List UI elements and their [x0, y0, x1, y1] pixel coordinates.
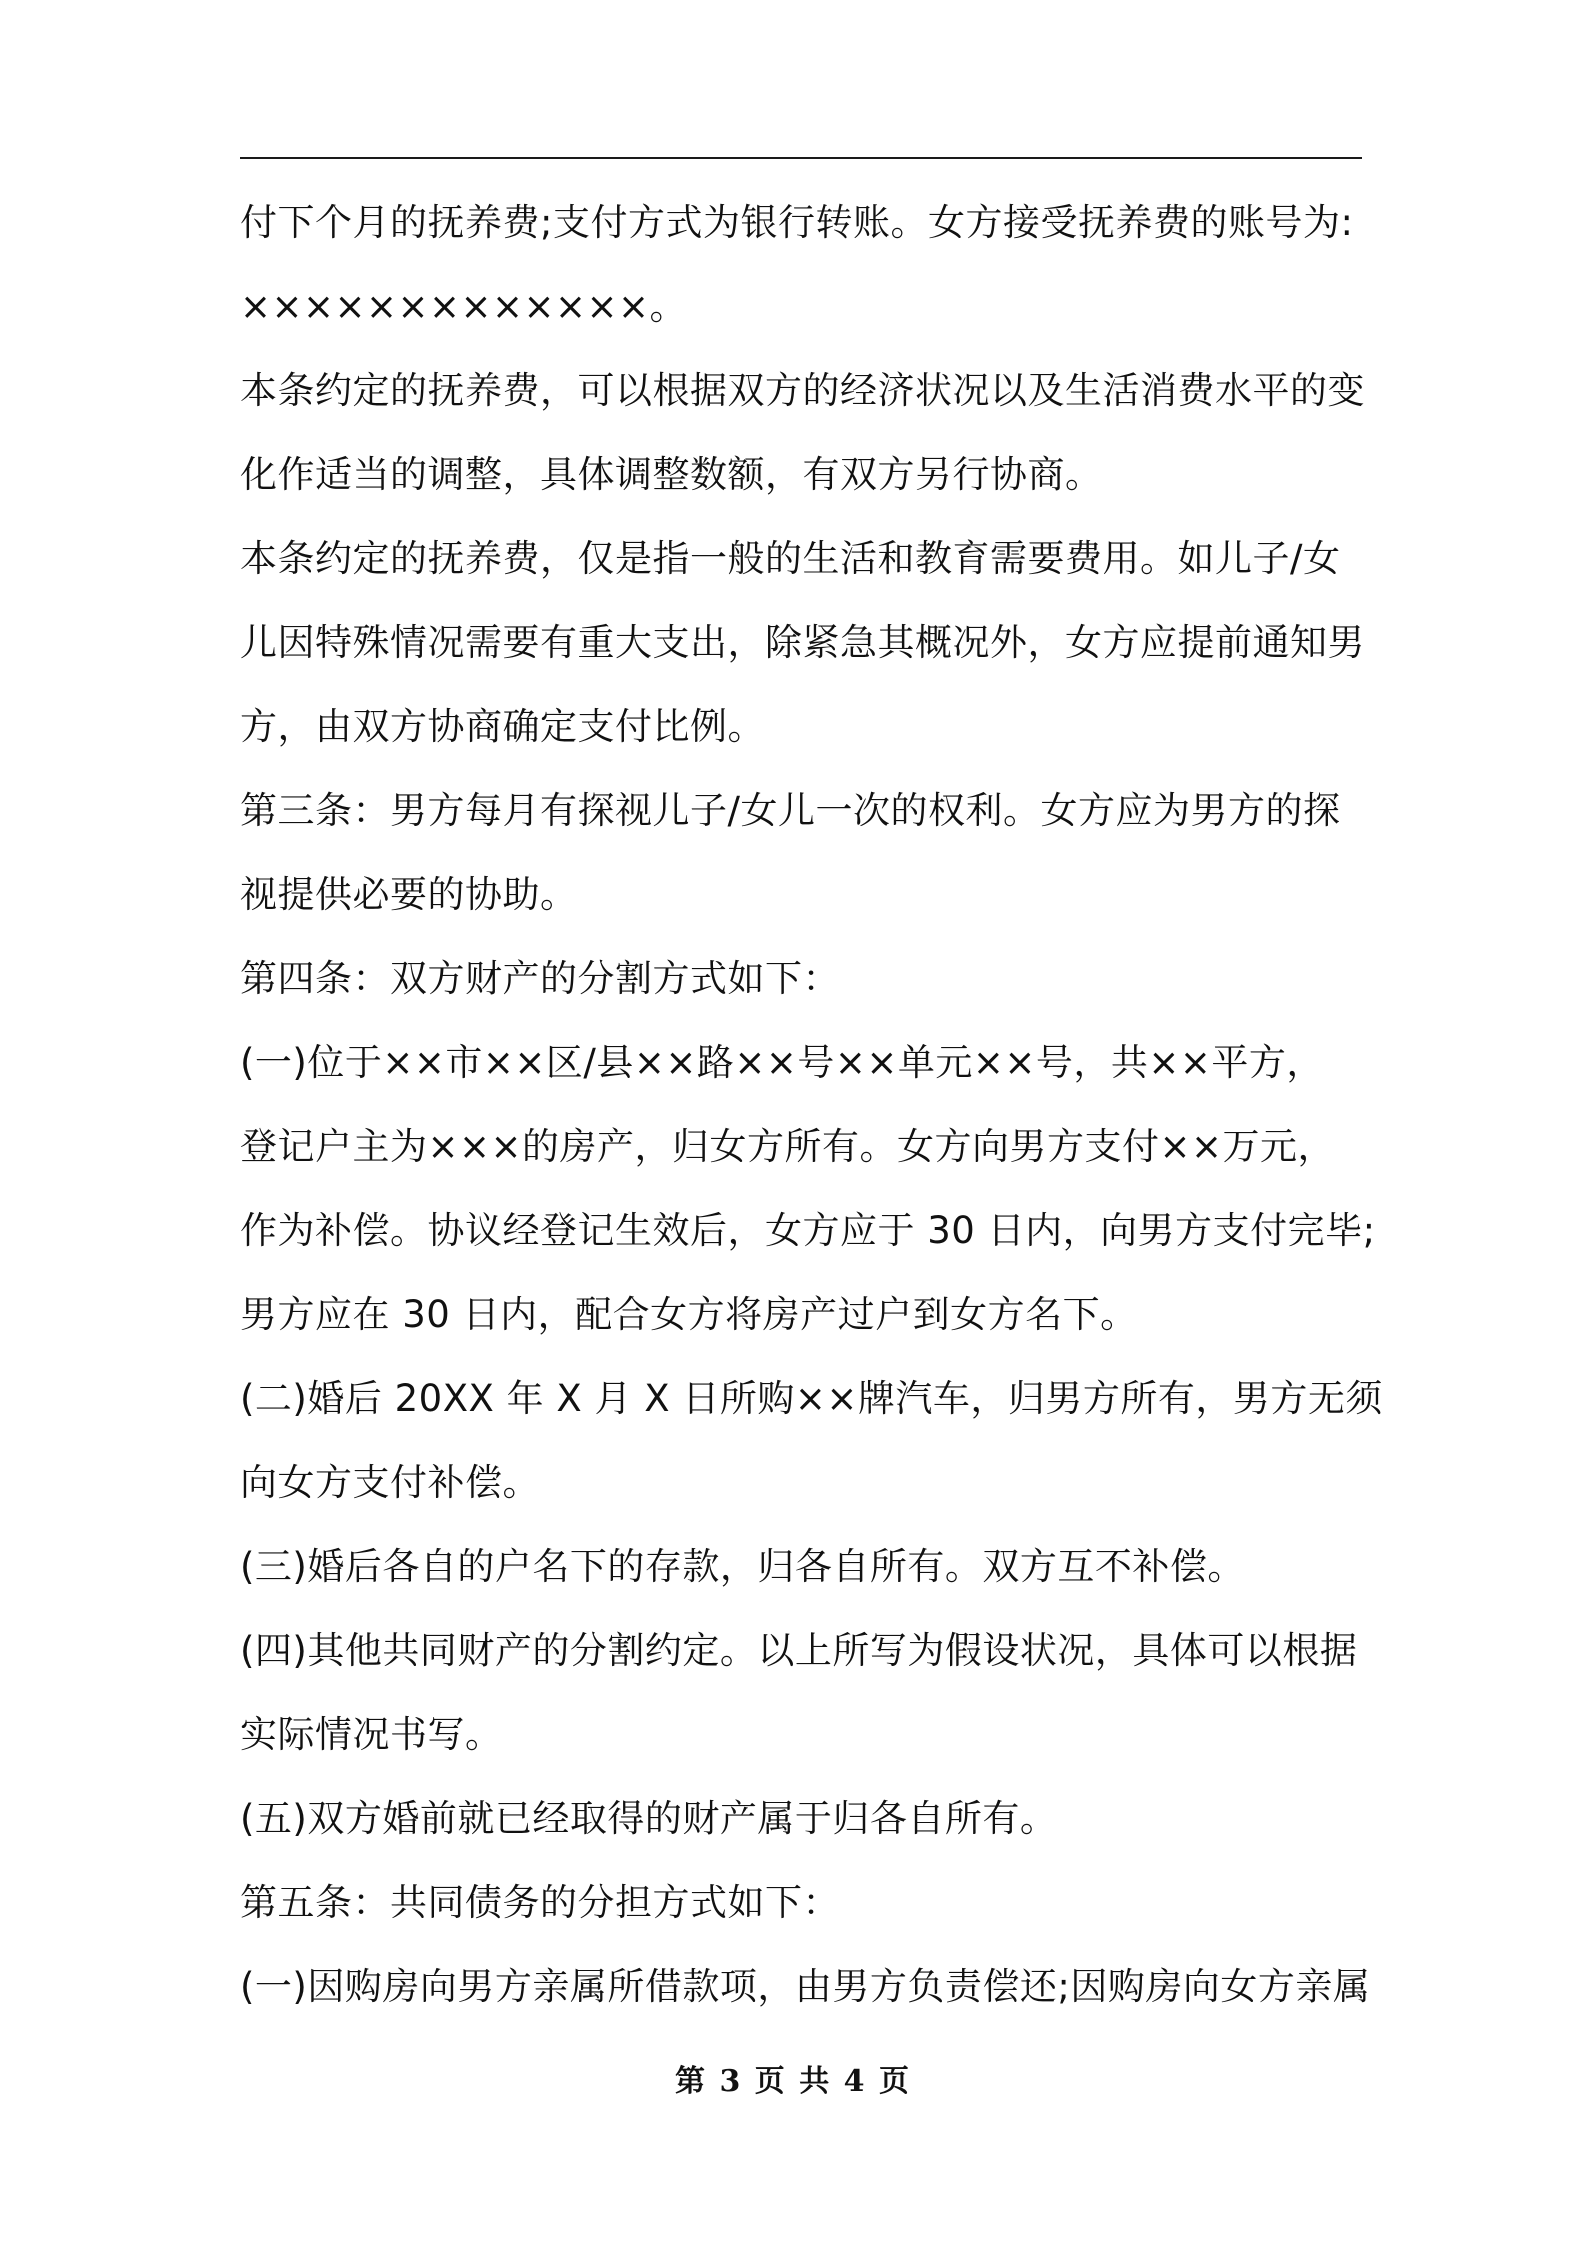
text-line: 作为补偿。协议经登记生效后，女方应于 30 日内，向男方支付完毕;: [240, 1209, 1376, 1252]
text-line: ×××××××××××××。: [240, 285, 688, 328]
text-line: 化作适当的调整，具体调整数额，有双方另行协商。: [240, 453, 1103, 496]
text-line: 登记户主为×××的房产，归女方所有。女方向男方支付××万元，: [240, 1125, 1336, 1168]
text-line: (二)婚后 20XX 年 X 月 X 日所购××牌汽车，归男方所有，男方无须: [240, 1377, 1383, 1420]
text-line: 本条约定的抚养费，可以根据双方的经济状况以及生活消费水平的变: [240, 369, 1365, 412]
text-line: 本条约定的抚养费，仅是指一般的生活和教育需要费用。如儿子/女: [240, 537, 1341, 580]
text-line: 儿因特殊情况需要有重大支出，除紧急其概况外，女方应提前通知男: [240, 621, 1365, 664]
text-line: 实际情况书写。: [240, 1713, 503, 1756]
text-line: (一)因购房向男方亲属所借款项，由男方负责偿还;因购房向女方亲属: [240, 1965, 1371, 2008]
text-line: 方，由双方协商确定支付比例。: [240, 705, 765, 748]
text-line: 男方应在 30 日内，配合女方将房产过户到女方名下。: [240, 1293, 1138, 1336]
text-line: 第三条：男方每月有探视儿子/女儿一次的权利。女方应为男方的探: [240, 789, 1341, 832]
text-line: (四)其他共同财产的分割约定。以上所写为假设状况，具体可以根据: [240, 1629, 1358, 1672]
page-number: 第 3 页 共 4 页: [675, 2064, 911, 2099]
text-line: 第四条：双方财产的分割方式如下：: [240, 957, 840, 1000]
text-line: 视提供必要的协助。: [240, 873, 578, 916]
text-line: 向女方支付补偿。: [240, 1461, 540, 1504]
text-line: (三)婚后各自的户名下的存款，归各自所有。双方互不补偿。: [240, 1545, 1245, 1588]
text-line: (五)双方婚前就已经取得的财产属于归各自所有。: [240, 1797, 1058, 1840]
text-line: 付下个月的抚养费;支付方式为银行转账。女方接受抚养费的账号为:: [240, 201, 1354, 244]
text-line: 第五条：共同债务的分担方式如下：: [240, 1881, 840, 1924]
header-rule: [240, 157, 1362, 159]
document-body: [240, 201, 1383, 2050]
text-line: (一)位于××市××区/县××路××号××单元××号，共××平方，: [240, 1041, 1324, 1084]
